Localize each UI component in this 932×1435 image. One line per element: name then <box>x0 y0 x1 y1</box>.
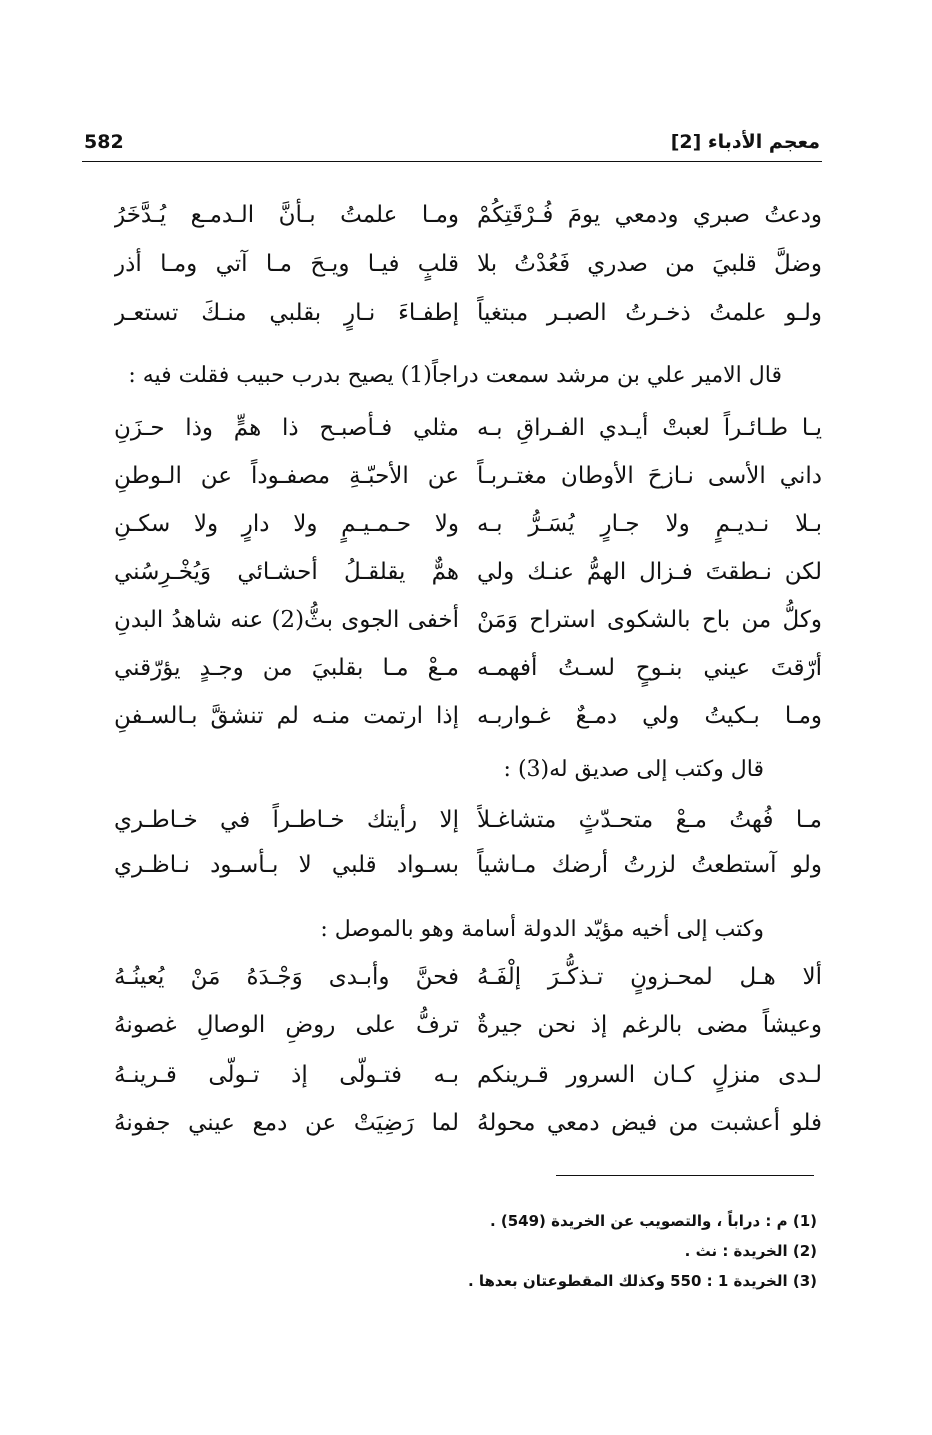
first-hemistich: لكن نـطقتَ فـزال الهمُّ عنـك ولي <box>477 559 822 585</box>
second-hemistich: ولا حـمـيـمٍ ولا دارٍ ولا سكـنِ <box>114 511 459 537</box>
first-hemistich: داني الأسى نـازحَ الأوطان مغتـربـاً <box>477 463 822 489</box>
page-header <box>84 126 820 158</box>
second-hemistich: إطفـاءَ نـارٍ بقلبي منـكَ تستعـر <box>114 300 459 326</box>
second-hemistich: أخفى الجوى بثُّ(2) عنه شاهدُ البدنِ <box>114 607 459 633</box>
poem1-verse-1 <box>100 190 822 240</box>
poem1-verse-2 <box>100 239 822 289</box>
poem3-verse-1 <box>100 795 822 845</box>
first-hemistich: وكلُّ من باح بالشكوى استراح وَمَنْ <box>477 607 822 633</box>
footnote-3: (3) الخريدة 1 : 550 وكذلك المقطوعتان بعدها . <box>467 1272 817 1290</box>
second-hemistich: همٌّ يقلقـلُ أحشـائي وَيُخْـرِسُني <box>114 559 459 585</box>
first-hemistich: ولو آستطعتُ لزرتُ أرضك مـاشياً <box>477 852 822 878</box>
second-hemistich: إذا ارتمت منـه لم تنشقَّ بـالسـفنِ <box>114 703 459 729</box>
first-hemistich: أرّقتَ عيني بنـوحٍ لسـتُ أفهمـه <box>477 655 822 681</box>
second-hemistich: بسـواد قلبي لا بـأسـود نـاظـري <box>114 852 459 878</box>
second-hemistich: ترفُّ على روضِ الوصالِ غصونهُ <box>114 1012 459 1038</box>
second-hemistich: قلبٍ فيـا ويـحَ مـا آتي ومـا أذر <box>114 251 459 277</box>
poem1-verse-3 <box>100 288 822 338</box>
poem2-verse-1 <box>100 403 822 453</box>
poem2-verse-5 <box>100 595 822 645</box>
poem3-verse-2 <box>100 840 822 890</box>
second-hemistich: إلا رأيتك خـاطـراً في خـاطـري <box>114 807 459 833</box>
poem4-verse-4 <box>100 1098 822 1148</box>
second-hemistich: مثلي فـأصبـح ذا همٍّ وذا حـزَنِ <box>114 415 459 441</box>
second-hemistich: ومـا علمتُ بـأنَّ الـدمـع يُـدَّخَرُ <box>114 202 459 228</box>
running-title: معجم الأدباء [2] <box>670 131 820 153</box>
poem2-verse-2 <box>100 451 822 501</box>
second-hemistich: مـعْ مـا بقلبيَ من وجـدٍ يؤرّقني <box>114 655 459 681</box>
first-hemistich: ودعتُ صبري ودمعي يومَ فُـرْقَتِكُمْ <box>477 202 822 228</box>
first-hemistich: يـا طـائـراً لعبتْ أيـدي الفـراقِ بـه <box>477 415 822 441</box>
first-hemistich: ولـو علمتُ ذخـرتُ الصبـر مبتغياً <box>477 300 822 326</box>
footnote-rule <box>556 1175 814 1176</box>
second-hemistich: لما رَضِيَتْ عن دمع عيني جفونهُ <box>114 1110 459 1136</box>
first-hemistich: فلو أعشبت من فيض دمعي محولهُ <box>477 1110 822 1136</box>
first-hemistich: وعيشاً مضى بالرغم إذ نحن جيرةٌ <box>477 1012 822 1038</box>
first-hemistich: ألا هـل لمحـزونٍ تـذكُّـرَ إلْفَـهُ <box>477 964 822 990</box>
intro-paragraph-3: قال وكتب إلى صديق له(3) : <box>503 757 764 782</box>
intro-paragraph-4: وكتب إلى أخيه مؤيّد الدولة أسامة وهو بالموصل : <box>320 917 764 942</box>
poem2-verse-6 <box>100 643 822 693</box>
poem2-verse-4 <box>100 547 822 597</box>
second-hemistich: بـه فتـولّى إذ تـولّى قـرينـهُ <box>114 1062 459 1088</box>
header-rule <box>82 161 822 162</box>
footnote-2: (2) الخريدة : نث . <box>684 1242 817 1260</box>
page-number: 582 <box>84 131 124 153</box>
first-hemistich: ومـا بـكيتُ ولي دمـعٌ غـواربـه <box>477 703 822 729</box>
first-hemistich: بـلا نـديـمٍ ولا جـارٍ يُسَـرُّ بـه <box>477 511 822 537</box>
poem2-verse-7 <box>100 691 822 741</box>
second-hemistich: عن الأحبّـةِ مصفـوداً عن الـوطنِ <box>114 463 459 489</box>
first-hemistich: وضلَّ قلبيَ من صدري فَعُدْتُ بلا <box>477 251 822 277</box>
poem2-verse-3 <box>100 499 822 549</box>
first-hemistich: لـدى منزلٍ كـان السرور قـرينكم <box>477 1062 822 1088</box>
poem4-verse-2 <box>100 1000 822 1050</box>
intro-paragraph-2: قال الامير علي بن مرشد سمعت دراجاً(1) يصيح بدرب حبيب فقلت فيه : <box>128 363 782 388</box>
poem4-verse-3 <box>100 1050 822 1100</box>
footnote-1: (1) م : دراباً ، والتصويب عن الخريدة (549) . <box>489 1212 817 1230</box>
second-hemistich: فحنَّ وأبـدى وَجْـدَهُ مَنْ يُعينُـهُ <box>114 964 459 990</box>
poem4-verse-1 <box>100 952 822 1002</box>
first-hemistich: مـا فُهتُ مـعْ متحـدّثٍ متشاغـلاً <box>477 807 822 833</box>
